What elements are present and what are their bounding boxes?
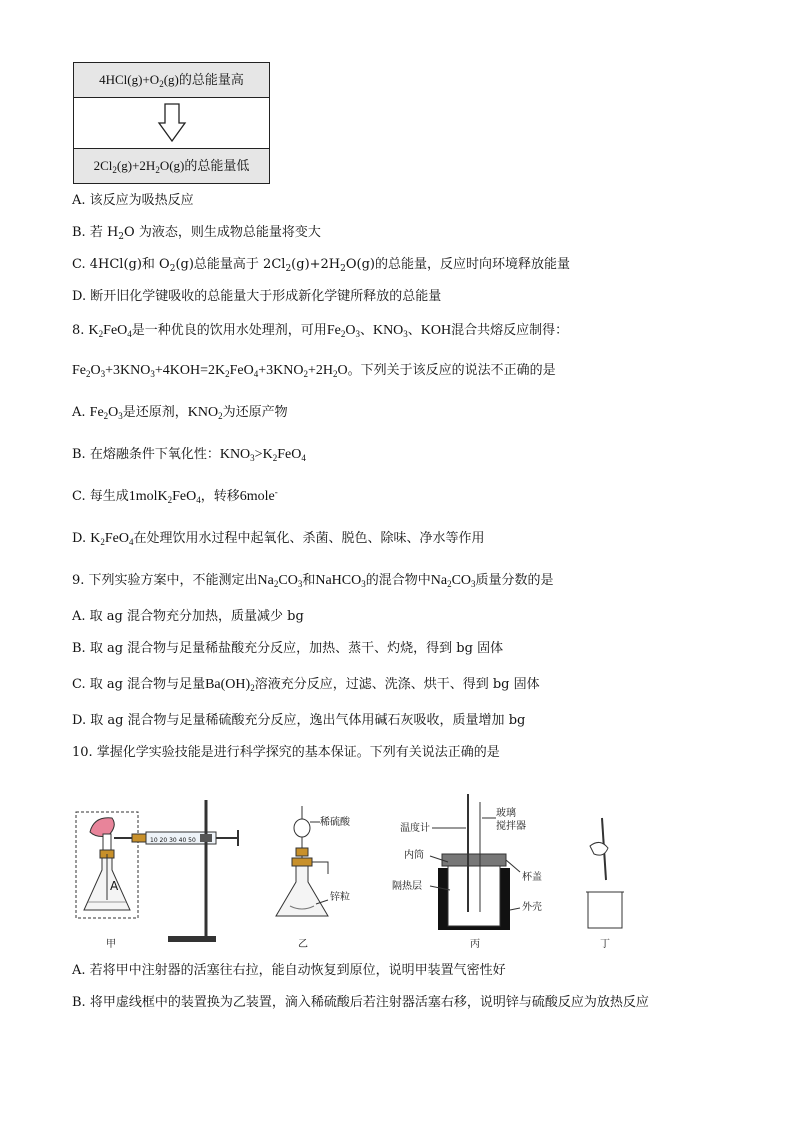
q8-option-d: D. $K_2FeO_4$在处理饮用水过程中起氧化、杀菌、脱色、除味、净水等作用 [72, 531, 485, 547]
q9-option-d: D. 取 ag 混合物与足量稀硫酸充分反应，逸出气体用碱石灰吸收，质量增加 bg [72, 713, 526, 728]
label-stirrer: 搅拌器 [496, 821, 526, 832]
q7-option-d: D. 断开旧化学键吸收的总能量大于形成新化学键所释放的总能量 [72, 289, 442, 304]
q8-option-a: A. $Fe_2O_3$是还原剂，$KNO_2$为还原产物 [72, 405, 288, 421]
calorimeter-inner [448, 862, 500, 926]
syringe-scale: 10 20 30 40 50 [150, 837, 196, 844]
q8-stem: 8. $K_2FeO_4$是一种优良的饮用水处理剂，可用$Fe_2O_3$、$KNO_3$、KOH混合共熔反应制得： [72, 323, 569, 339]
q8-equation: $Fe_2O_3+3KNO_3+4KOH=2K_2FeO_4+3KNO_2+2H_2O$。下列关于该反应的说法不正确的是 [72, 363, 556, 379]
q10-option-a: A. 若将甲中注射器的活塞往右拉，能自动恢复到原位，说明甲装置气密性好 [72, 963, 506, 978]
q7-option-a: A. 该反应为吸热反应 [72, 193, 194, 208]
label-glass: 玻璃 [496, 808, 516, 819]
q10-stem: 10. 掌握化学实验技能是进行科学探究的基本保证。下列有关说法正确的是 [72, 745, 500, 760]
label-lid: 杯盖 [522, 872, 542, 883]
stand-base [168, 936, 216, 942]
down-arrow-icon [157, 103, 187, 143]
apparatus-drawing [70, 792, 720, 952]
q9-option-c: C. 取 ag 混合物与足量$Ba(OH)_2$溶液充分反应，过滤、洗涤、烘干、得到 bg 固体 [72, 677, 540, 693]
rubber-tube-icon [132, 834, 146, 842]
label-ding: 丁 [600, 939, 610, 950]
q8-option-b: B. 在熔融条件下氧化性：$KNO_3>K_2FeO_4$ [72, 447, 306, 463]
q7-option-b: B. 若 $H_2O$ 为液态，则生成物总能量将变大 [72, 225, 321, 242]
q10-option-b: B. 将甲虚线框中的装置换为乙装置，滴入稀硫酸后若注射器活塞右移，说明锌与硫酸反应为放热反应 [72, 995, 649, 1010]
label-insulation: 隔热层 [392, 881, 422, 892]
label-dilute-acid: 稀硫酸 [320, 817, 350, 828]
energy-low-cell: $2Cl_2(g)+2H_2O(g)$的总能量低 [74, 148, 269, 183]
separatory-funnel-icon [294, 819, 310, 837]
label-a: A [110, 879, 119, 893]
energy-low-text: 的总能量低 [184, 158, 250, 173]
label-yi: 乙 [298, 939, 308, 950]
label-shell: 外壳 [522, 902, 542, 913]
q8-option-c: C. 每生成1molK$_2$FeO$_4$，转移6mole- [72, 487, 278, 505]
energy-diagram [73, 62, 270, 184]
energy-high-text: 的总能量高 [178, 72, 244, 87]
q9-option-b: B. 取 ag 混合物与足量稀盐酸充分反应，加热、蒸干、灼烧，得到 bg 固体 [72, 641, 504, 656]
q9-option-a: A. 取 ag 混合物充分加热，质量减少 bg [72, 609, 304, 624]
label-thermometer: 温度计 [400, 823, 430, 834]
hand-icon [590, 842, 608, 855]
label-zinc: 锌粒 [330, 892, 350, 903]
apparatus-figure [70, 792, 720, 952]
energy-high-cell: $4HCl(g)+O_2(g)$的总能量高 [74, 63, 269, 98]
label-jia: 甲 [106, 939, 116, 950]
q7-option-c: C. 4HCl(g)和 $O_2(g)$总能量高于 $2Cl_2(g)+2H_2O(g)$的总能量，反应时向环境释放能量 [72, 257, 570, 274]
calorimeter-lid [442, 854, 506, 866]
label-bing: 丙 [470, 939, 480, 950]
label-inner: 内筒 [404, 850, 424, 861]
beaker-icon [588, 892, 622, 928]
q9-stem: 9. 下列实验方案中，不能测定出$Na_2CO_3$和NaHCO$_3$的混合物中$Na_2CO_3$质量分数的是 [72, 573, 554, 589]
